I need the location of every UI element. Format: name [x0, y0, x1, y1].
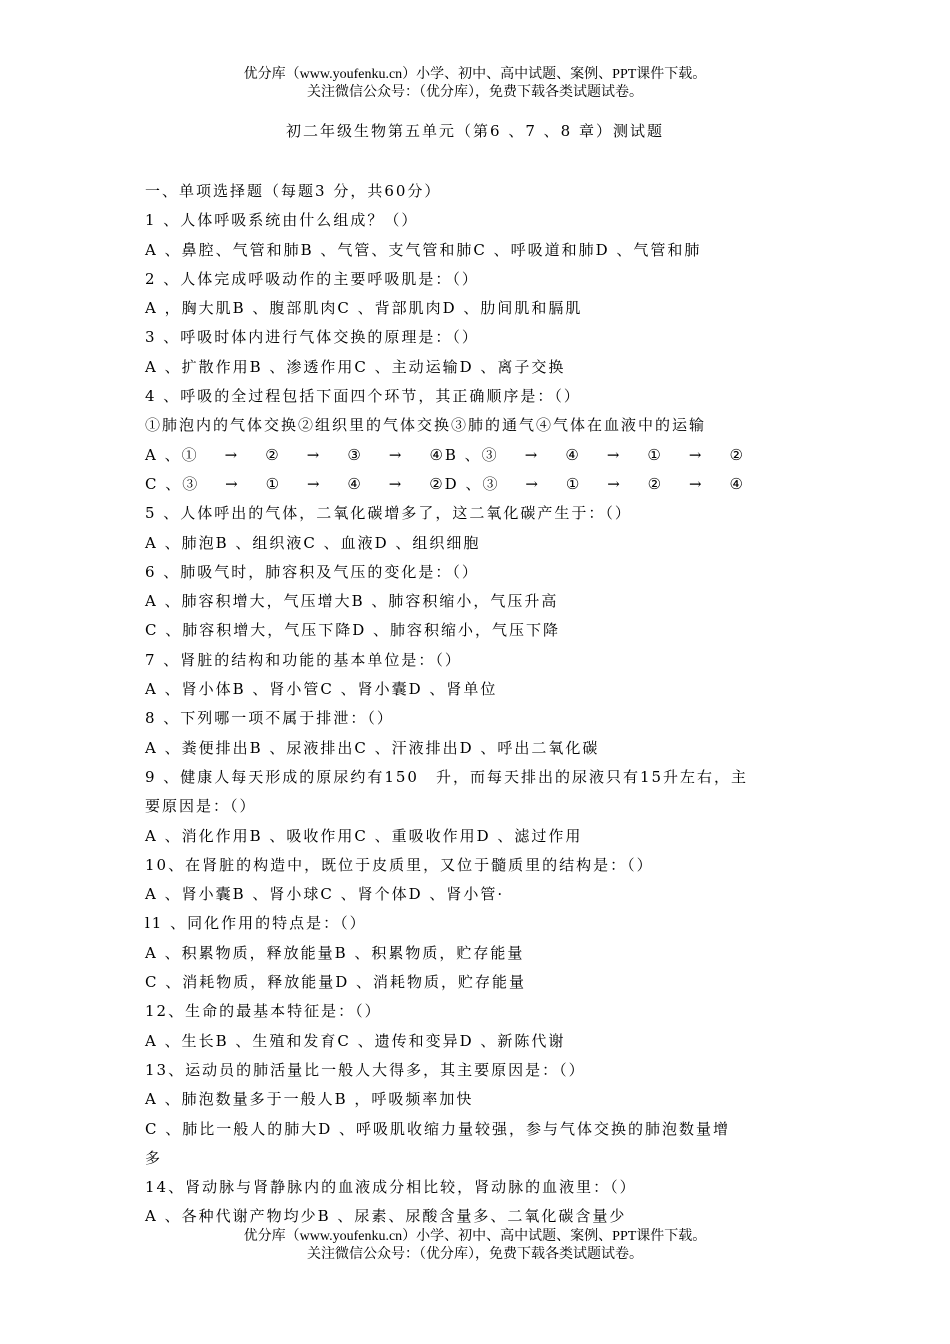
- text-line: 9 、健康人每天形成的原尿约有150 升，而每天排出的尿液只有15升左右，主: [145, 767, 749, 786]
- sequence-segment: A 、①: [145, 445, 199, 464]
- text-line: 多: [145, 1148, 163, 1167]
- sequence-segment: ④: [347, 474, 363, 493]
- text-line: 13、运动员的肺活量比一般人大得多，其主要原因是：（）: [145, 1060, 586, 1079]
- page-footer: [0, 1228, 950, 1264]
- text-line: A 、鼻腔、气管和肺B 、气管、支气管和肺C 、呼吸道和肺D 、气管和肺: [145, 240, 702, 259]
- arrow-segment: →: [388, 445, 404, 464]
- sequence-segment: ③: [347, 445, 363, 464]
- question-body: [145, 177, 815, 1232]
- text-line: 8 、下列哪一项不属于排泄：（）: [145, 709, 394, 728]
- text-line: A 、肺泡数量多于一般人B ，呼吸频率加快: [145, 1090, 474, 1109]
- sequence-segment: ④: [565, 445, 581, 464]
- text-line: [145, 441, 745, 470]
- text-line: A 、各种代谢产物均少B 、尿素、尿酸含量多、二氧化碳含量少: [145, 1207, 627, 1226]
- sequence-segment: ②D 、③: [429, 474, 500, 493]
- arrow-segment: →: [388, 474, 404, 493]
- arrow-segment: →: [525, 474, 540, 493]
- arrow-segment: →: [606, 445, 622, 464]
- text-line: A 、肾小体B 、肾小管C 、肾小囊D 、肾单位: [145, 680, 498, 699]
- text-line: 3 、呼吸时体内进行气体交换的原理是：（）: [145, 328, 479, 347]
- text-line: A ，胸大肌B 、腹部肌肉C 、背部肌肉D 、肋间肌和膈肌: [145, 299, 583, 318]
- text-line: A 、积累物质，释放能量B 、积累物质，贮存能量: [145, 943, 525, 962]
- text-line: 1 、人体呼吸系统由什么组成？（）: [145, 211, 419, 230]
- text-line: C 、消耗物质，释放能量D 、消耗物质，贮存能量: [145, 973, 527, 992]
- arrow-segment: →: [224, 445, 240, 464]
- page-header: [0, 66, 950, 102]
- text-line: A 、消化作用B 、吸收作用C 、重吸收作用D 、滤过作用: [145, 826, 583, 845]
- text-line: A 、肺容积增大，气压增大B 、肺容积缩小，气压升高: [145, 592, 559, 611]
- text-line: 7 、肾脏的结构和功能的基本单位是：（）: [145, 650, 462, 669]
- text-line: 要原因是：（）: [145, 797, 257, 816]
- text-line: 12、生命的最基本特征是：（）: [145, 1002, 382, 1021]
- text-line: 一、单项选择题（每题3 分，共60分）: [145, 182, 442, 200]
- sequence-segment: ②: [729, 445, 745, 464]
- header-line-2: 关注微信公众号：（优分库），免费下载各类试题试卷。: [307, 85, 643, 100]
- text-line: C 、肺容积增大，气压下降D 、肺容积缩小，气压下降: [145, 621, 561, 640]
- arrow-segment: →: [225, 474, 240, 493]
- text-line: l1 、同化作用的特点是：（）: [145, 914, 367, 933]
- sequence-segment: ①: [565, 474, 582, 493]
- arrow-segment: →: [688, 445, 704, 464]
- text-line: A 、生长B 、生殖和发育C 、遗传和变异D 、新陈代谢: [145, 1031, 566, 1050]
- arrow-segment: →: [306, 445, 322, 464]
- text-line: [145, 470, 745, 499]
- sequence-segment: ②: [265, 445, 281, 464]
- header-line-1: 优分库（www.youfenku.cn）小学、初中、高中试题、案例、PPT课件下载。: [243, 67, 707, 82]
- sequence-segment: ④B 、③: [429, 445, 499, 464]
- arrow-segment: →: [689, 474, 704, 493]
- text-line: 4 、呼吸的全过程包括下面四个环节，其正确顺序是：（）: [145, 387, 581, 406]
- text-line: A 、肺泡B 、组织液C 、血液D 、组织细胞: [145, 533, 481, 552]
- text-line: 14、肾动脉与肾静脉内的血液成分相比较，肾动脉的血液里：（）: [145, 1178, 637, 1197]
- arrow-segment: →: [306, 474, 322, 493]
- text-line: A 、扩散作用B 、渗透作用C 、主动运输D 、离子交换: [145, 357, 566, 376]
- text-line: A 、粪便排出B 、尿液排出C 、汗液排出D 、呼出二氧化碳: [145, 738, 600, 757]
- text-line: ①肺泡内的气体交换②组织里的气体交换③肺的通气④气体在血液中的运输: [145, 416, 707, 435]
- sequence-segment: ②: [647, 474, 664, 493]
- text-line: 5 、人体呼出的气体，二氧化碳增多了，这二氧化碳产生于：（）: [145, 504, 632, 523]
- footer-line-2: 关注微信公众号：（优分库），免费下载各类试题试卷。: [307, 1247, 643, 1262]
- text-line: A 、肾小囊B 、肾小球C 、肾个体D 、肾小管·: [145, 885, 505, 904]
- sequence-segment: ①: [647, 445, 663, 464]
- sequence-segment: C 、③: [145, 474, 200, 493]
- footer-line-1: 优分库（www.youfenku.cn）小学、初中、高中试题、案例、PPT课件下载。: [243, 1229, 707, 1244]
- arrow-segment: →: [607, 474, 622, 493]
- sequence-segment: ①: [265, 474, 282, 493]
- text-line: 10、在肾脏的构造中，既位于皮质里，又位于髓质里的结构是：（）: [145, 855, 654, 874]
- text-line: 2 、人体完成呼吸动作的主要呼吸肌是：（）: [145, 269, 479, 288]
- text-line: 6 、肺吸气时，肺容积及气压的变化是：（）: [145, 562, 479, 581]
- arrow-segment: →: [524, 445, 540, 464]
- sequence-segment: ④: [729, 474, 745, 493]
- text-line: C 、肺比一般人的肺大D 、呼吸肌收缩力量较强，参与气体交换的肺泡数量增: [145, 1119, 731, 1138]
- page-title: 初二年级生物第五单元（第6 、7 、8 章）测试题: [286, 122, 664, 140]
